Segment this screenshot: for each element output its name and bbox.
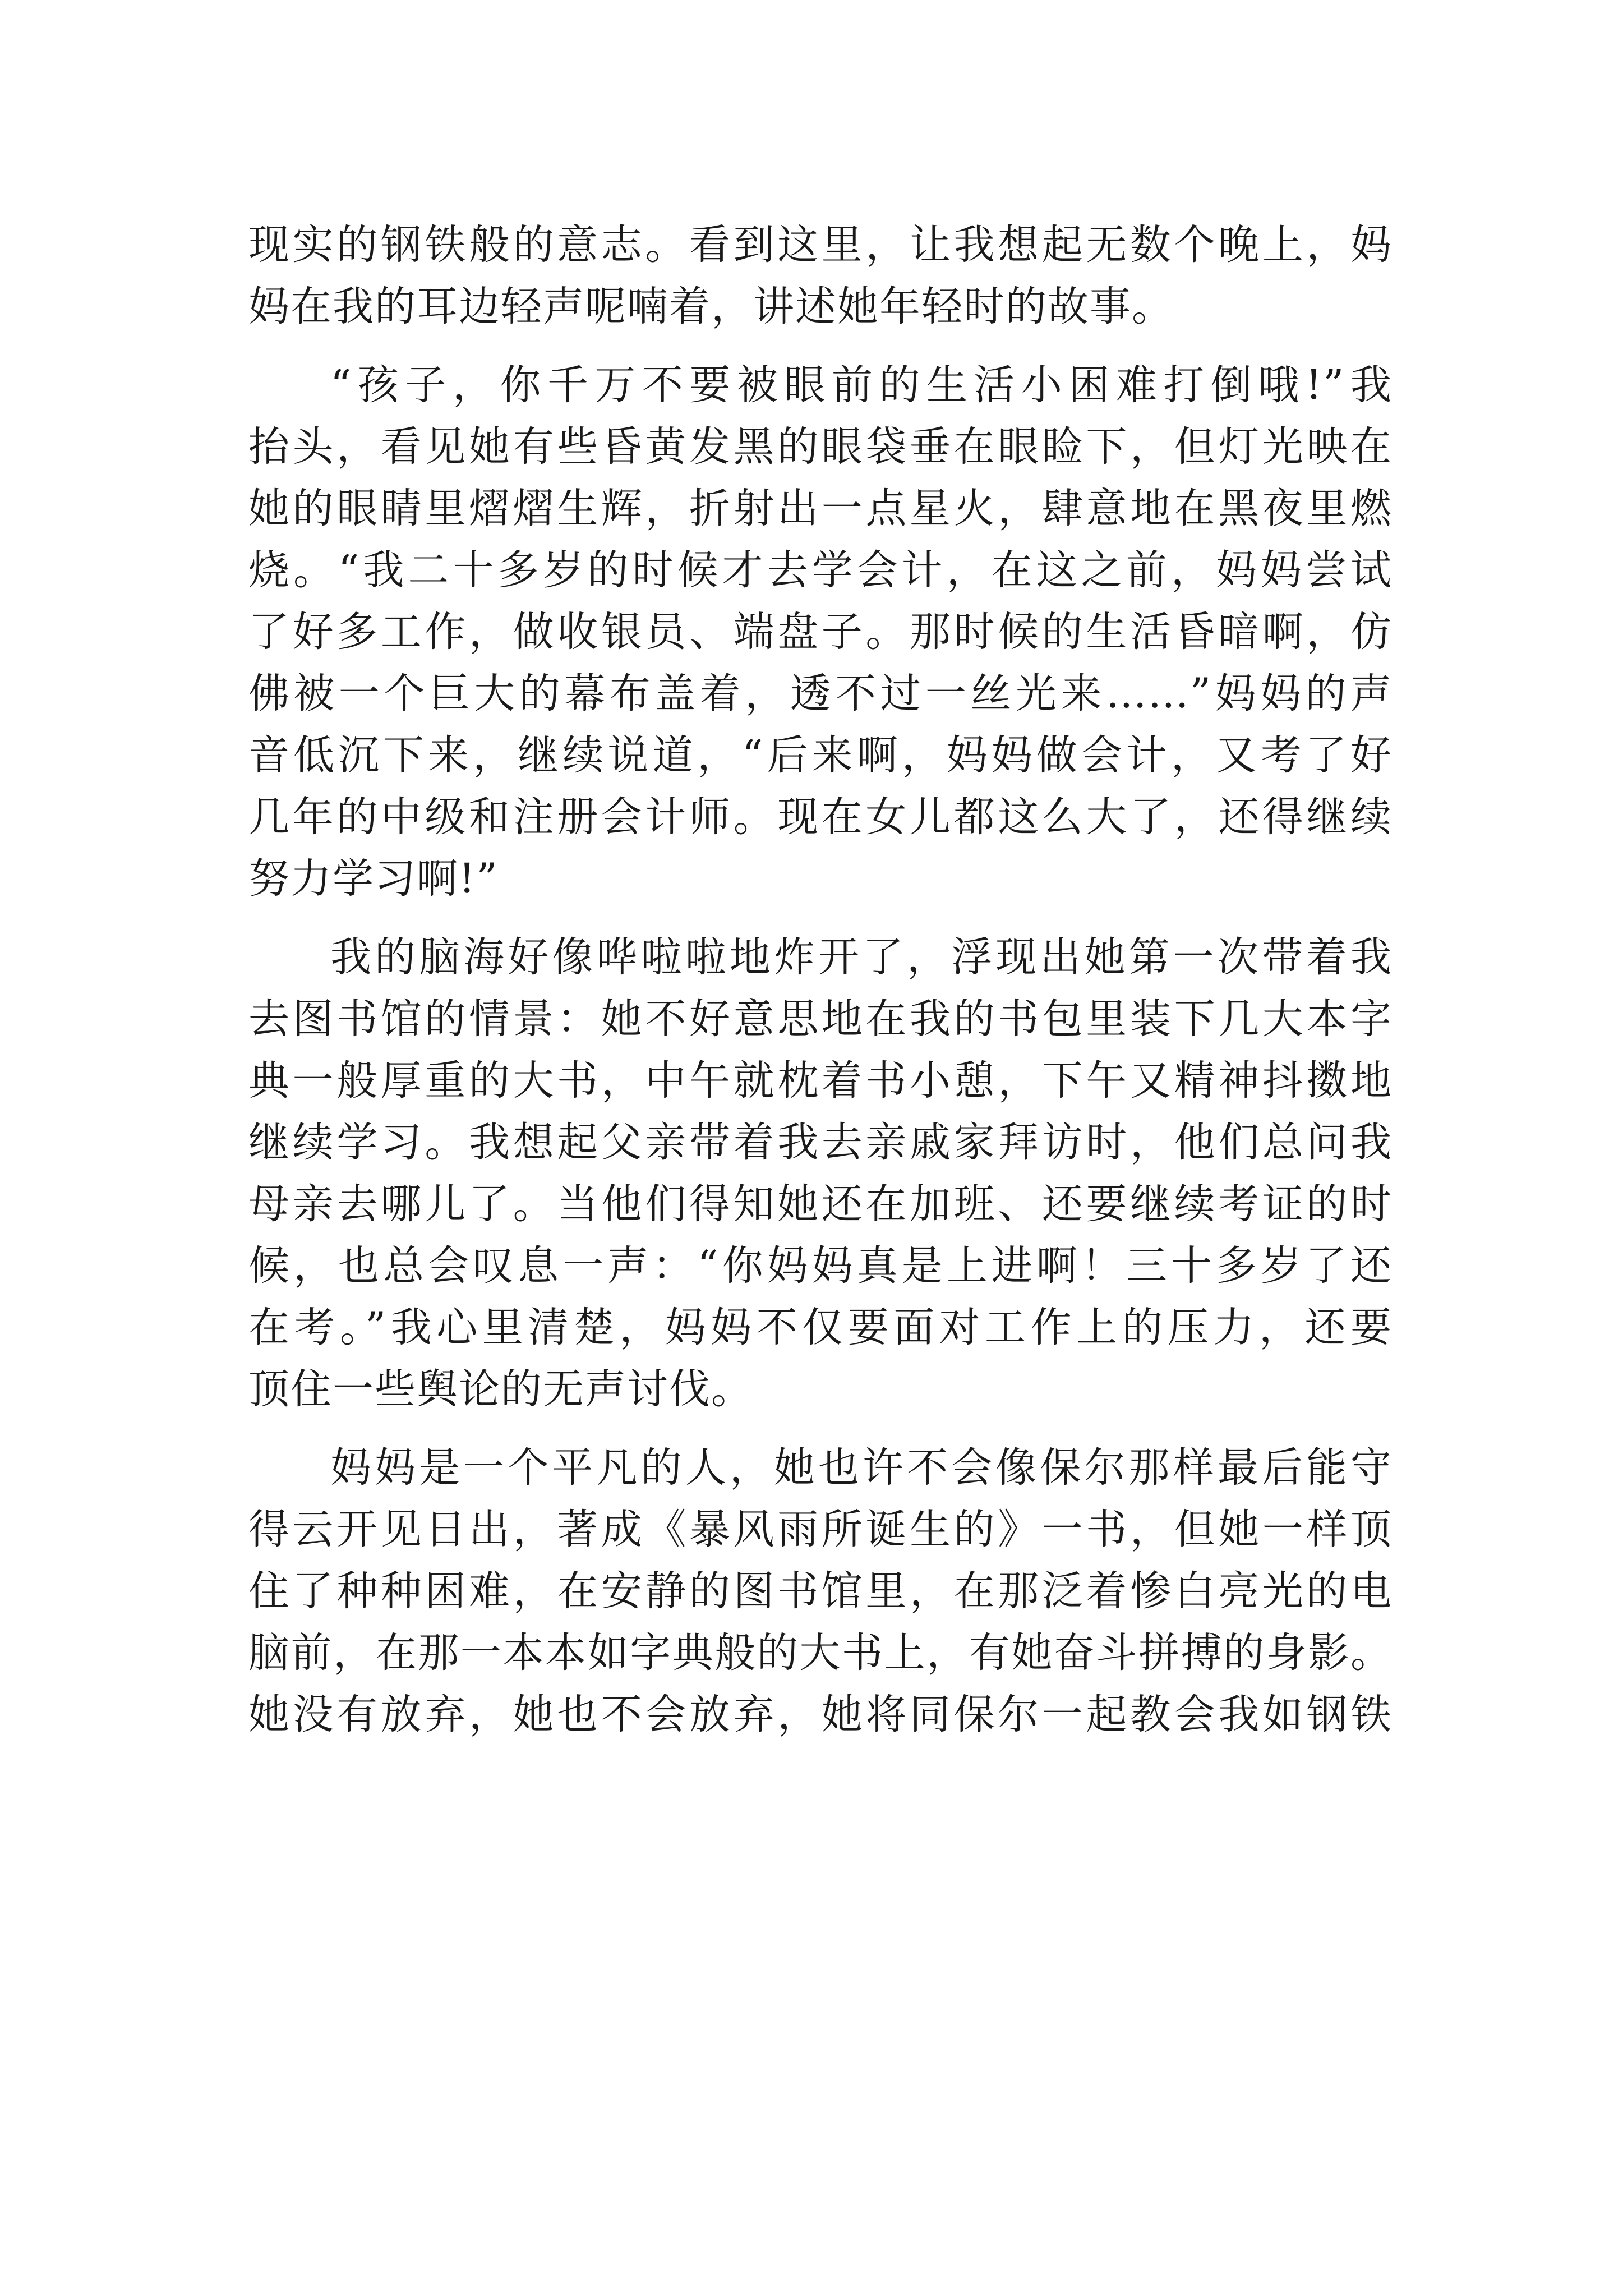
text-line: 妈妈是一个平凡的人，她也许不会像保尔那样最后能守 — [330, 1444, 1393, 1492]
text-line: 顶住一些舆论的无声讨伐。 — [248, 1365, 753, 1413]
text-line: 候，也总会叹息一声：“你妈妈真是上进啊！三十多岁了还 — [248, 1242, 1393, 1290]
text-line: 典一般厚重的大书，中午就枕着书小憩，下午又精神抖擞地 — [248, 1057, 1393, 1105]
text-line: 妈在我的耳边轻声呢喃着，讲述她年轻时的故事。 — [248, 283, 1174, 330]
text-line: 脑前，在那一本本如字典般的大书上，有她奋斗拼搏的身影。 — [248, 1629, 1393, 1677]
text-line: 了好多工作，做收银员、端盘子。那时候的生活昏暗啊，仿 — [248, 608, 1393, 656]
text-line: 去图书馆的情景：她不好意思地在我的书包里装下几大本字 — [248, 995, 1393, 1043]
text-line: 几年的中级和注册会计师。现在女儿都这么大了，还得继续 — [248, 793, 1393, 841]
text-line: 她的眼睛里熠熠生辉，折射出一点星火，肆意地在黑夜里燃 — [248, 485, 1393, 532]
text-line: 在考。”我心里清楚，妈妈不仅要面对工作上的压力，还要 — [248, 1304, 1393, 1351]
text-line: 住了种种困难，在安静的图书馆里，在那泛着惨白亮光的电 — [248, 1567, 1393, 1615]
text-line: 音低沉下来，继续说道，“后来啊，妈妈做会计，又考了好 — [248, 731, 1393, 779]
paragraph — [248, 1437, 1393, 1746]
essay-body — [248, 214, 1393, 1746]
text-line: 佛被一个巨大的幕布盖着，透不过一丝光来……”妈妈的声 — [248, 670, 1393, 717]
paragraph — [248, 355, 1393, 910]
text-line: 我的脑海好像哗啦啦地炸开了，浮现出她第一次带着我 — [330, 933, 1393, 981]
text-line: 继续学习。我想起父亲带着我去亲戚家拜访时，他们总问我 — [248, 1119, 1393, 1166]
paragraph — [248, 214, 1393, 338]
text-line: 母亲去哪儿了。当他们得知她还在加班、还要继续考证的时 — [248, 1180, 1393, 1228]
text-line: 现实的钢铁般的意志。看到这里，让我想起无数个晚上，妈 — [248, 221, 1393, 269]
text-line: “孩子，你千万不要被眼前的生活小困难打倒哦!”我 — [330, 361, 1393, 409]
text-line: 努力学习啊!” — [248, 855, 499, 903]
text-line: 得云开见日出，著成《暴风雨所诞生的》一书，但她一样顶 — [248, 1506, 1393, 1553]
text-line: 抬头，看见她有些昏黄发黑的眼袋垂在眼睑下，但灯光映在 — [248, 423, 1393, 471]
text-line: 烧。“我二十多岁的时候才去学会计，在这之前，妈妈尝试 — [248, 546, 1393, 594]
paragraph — [248, 927, 1393, 1420]
text-line: 她没有放弃，她也不会放弃，她将同保尔一起教会我如钢铁 — [248, 1691, 1393, 1738]
